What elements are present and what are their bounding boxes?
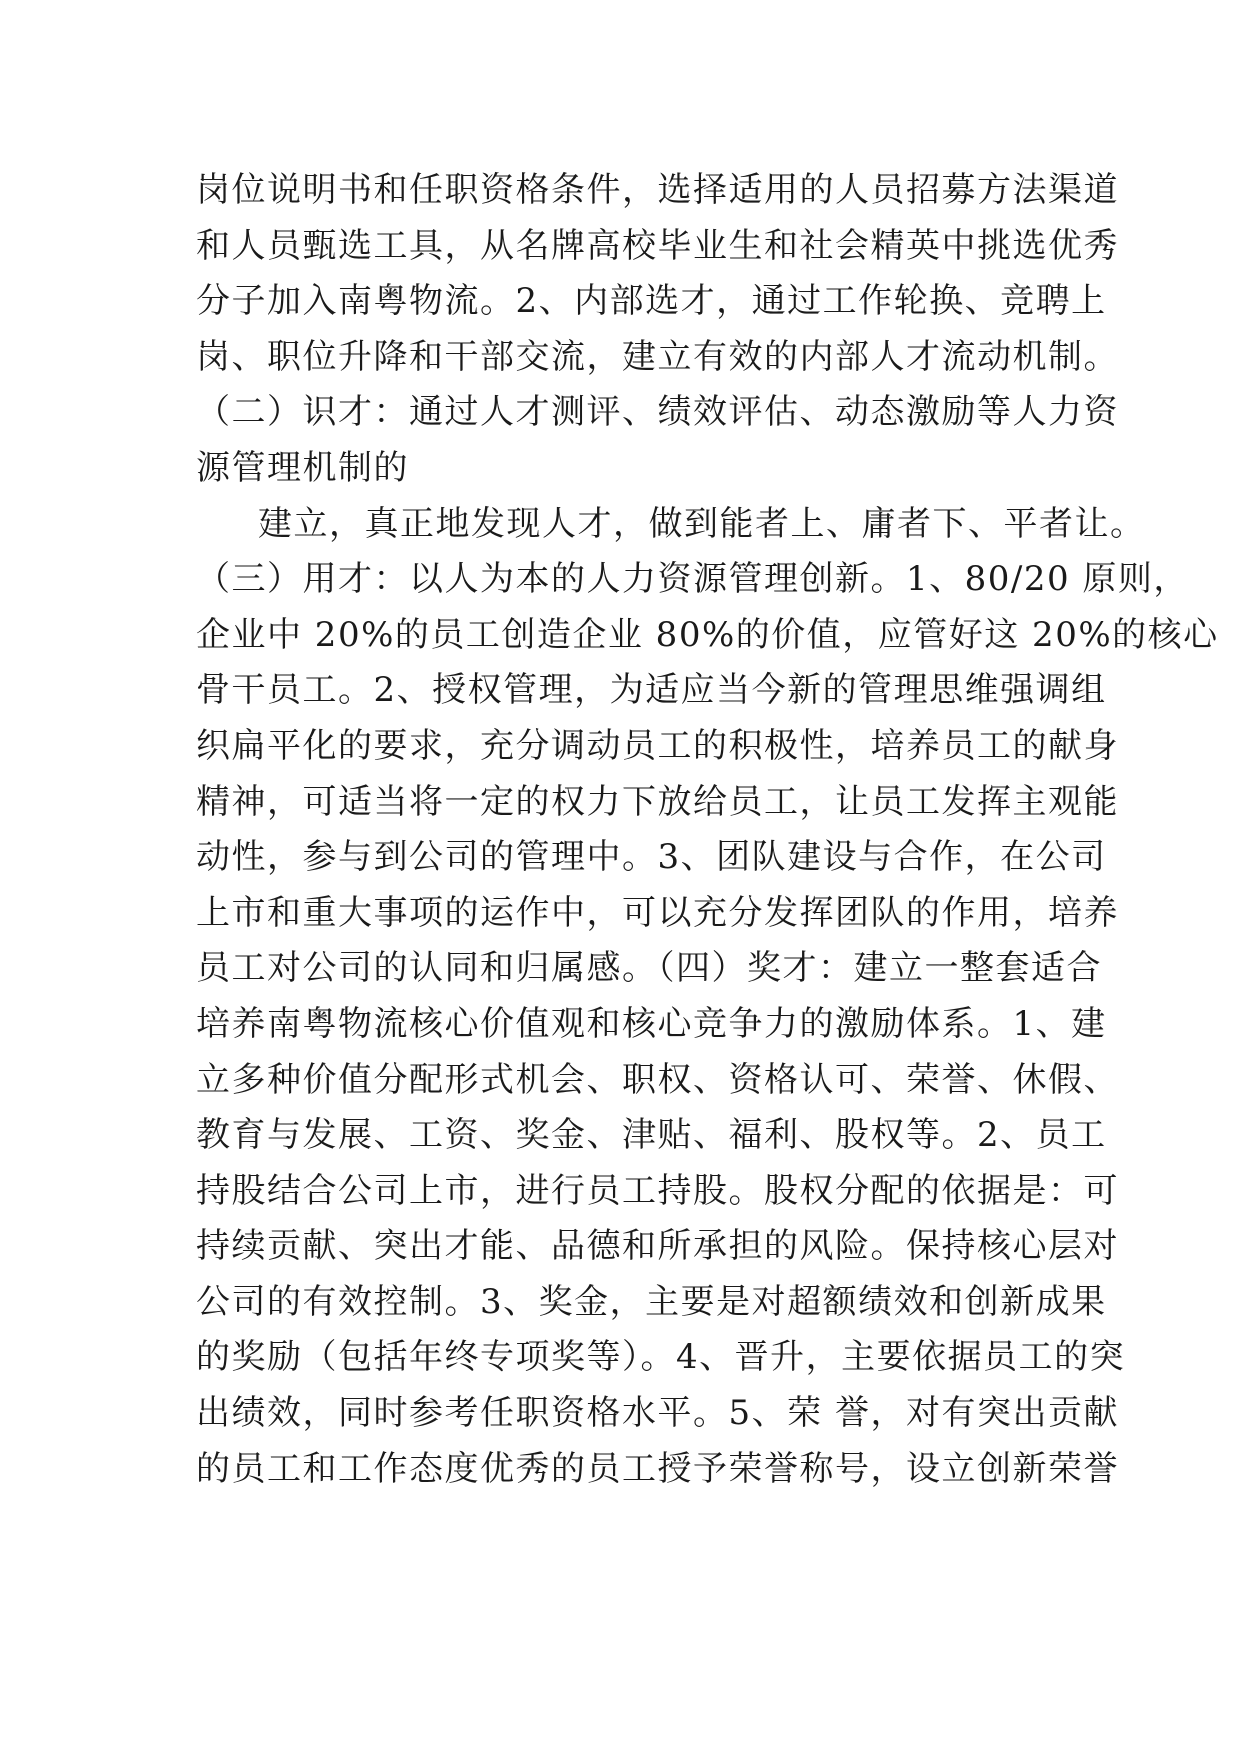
text-line: 分子加入南粤物流。2、内部选才，通过工作轮换、竞聘上 (196, 281, 1107, 322)
text-line: 企业中 20%的员工创造企业 80%的价值，应管好这 20%的核心 (196, 614, 1219, 655)
text-line: 教育与发展、工资、奖金、津贴、福利、股权等。2、员工 (196, 1115, 1107, 1156)
document-body (196, 163, 1219, 1497)
text-line: （三）用才：以人为本的人力资源管理创新。1、80/20 原则， (196, 559, 1189, 600)
text-line: 上市和重大事项的运作中，可以充分发挥团队的作用，培养 (196, 892, 1119, 933)
text-line: 源管理机制的 (196, 447, 409, 488)
text-line: 骨干员工。2、授权管理，为适应当今新的管理思维强调组 (196, 670, 1107, 711)
text-line: 公司的有效控制。3、奖金，主要是对超额绩效和创新成果 (196, 1281, 1107, 1322)
text-line-indented: 建立，真正地发现人才，做到能者上、庸者下、平者让。 (258, 503, 1146, 544)
text-line: 织扁平化的要求，充分调动员工的积极性，培养员工的献身 (196, 725, 1119, 766)
text-line: 岗位说明书和任职资格条件，选择适用的人员招募方法渠道 (196, 170, 1119, 210)
text-line: （二）识才：通过人才测评、绩效评估、动态激励等人力资 (196, 392, 1119, 433)
text-line: 持续贡献、突出才能、品德和所承担的风险。保持核心层对 (196, 1226, 1119, 1267)
text-line: 的员工和工作态度优秀的员工授予荣誉称号，设立创新荣誉 (196, 1448, 1119, 1489)
text-line: 出绩效，同时参考任职资格水平。5、荣 誉，对有突出贡献 (196, 1393, 1119, 1434)
text-line: 立多种价值分配形式机会、职权、资格认可、荣誉、休假、 (196, 1059, 1119, 1100)
text-line: 培养南粤物流核心价值观和核心竞争力的激励体系。1、建 (196, 1003, 1107, 1044)
text-line: 岗、职位升降和干部交流，建立有效的内部人才流动机制。 (196, 336, 1119, 377)
text-line: 员工对公司的认同和归属感。（四）奖才：建立一整套适合 (196, 948, 1102, 989)
text-line: 持股结合公司上市，进行员工持股。股权分配的依据是：可 (196, 1170, 1119, 1211)
text-line: 动性，参与到公司的管理中。3、团队建设与合作，在公司 (196, 837, 1107, 878)
text-line: 和人员甄选工具，从名牌高校毕业生和社会精英中挑选优秀 (196, 225, 1119, 266)
text-line: 精神，可适当将一定的权力下放给员工，让员工发挥主观能 (196, 781, 1119, 822)
text-line: 的奖励（包括年终专项奖等）。4、晋升，主要依据员工的突 (196, 1337, 1126, 1378)
